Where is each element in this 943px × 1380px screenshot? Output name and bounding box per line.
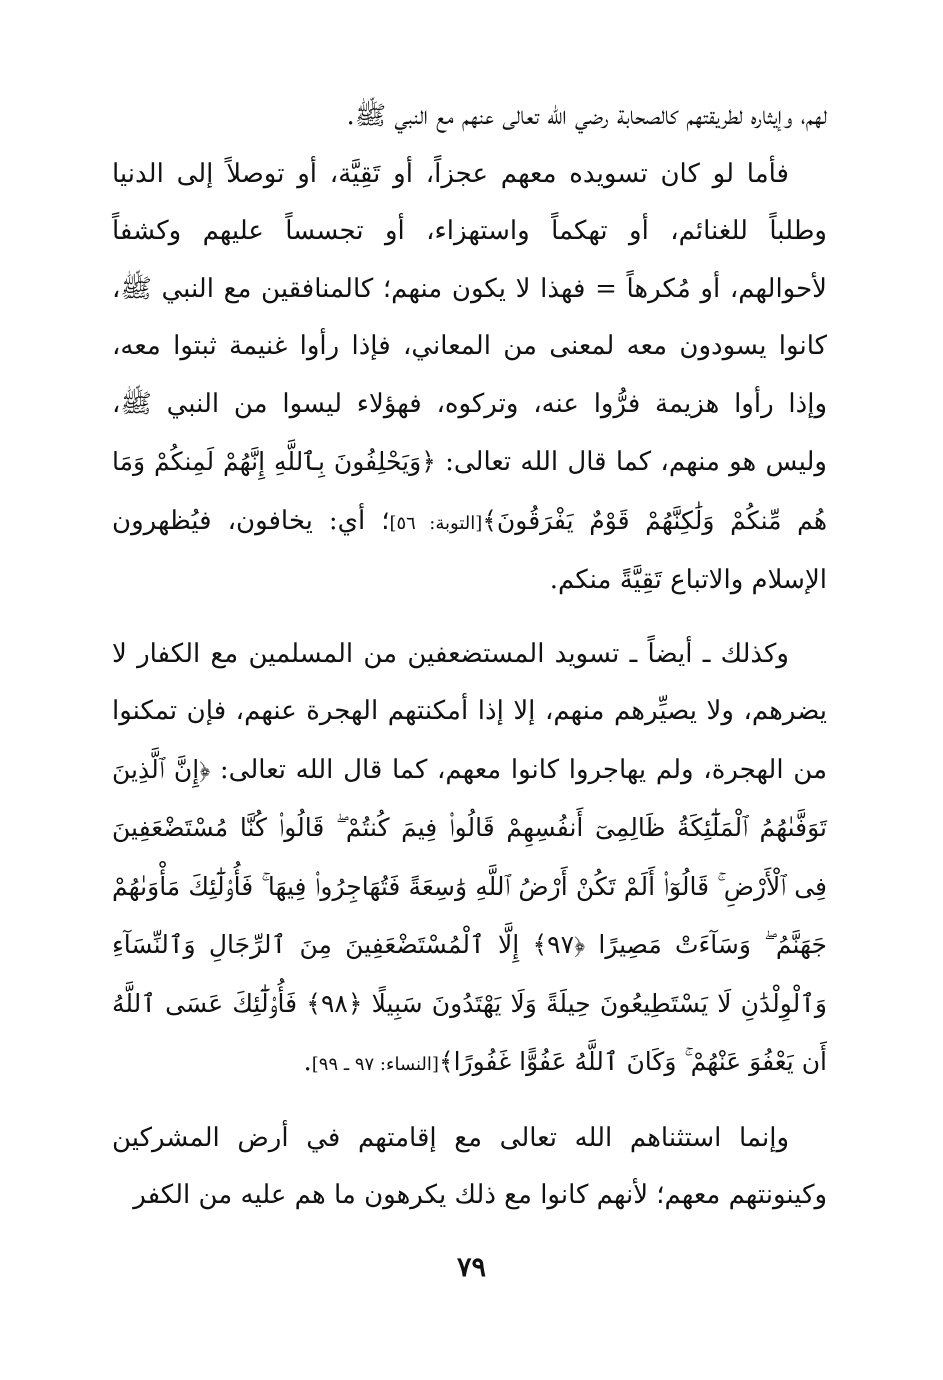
body-text — [112, 88, 827, 1225]
paragraph-4-text: وإنما استثناهم الله تعالى مع إقامتهم في أرض المشركين وكينونتهم معهم؛ لأنهم كانوا مع ذلك يكرهون ما هم عليه من الكفر — [112, 1122, 827, 1210]
paragraph-3-text: وكذلك ـ أيضاً ـ تسويد المستضعفين من المسلمين مع الكفار لا يضرهم، ولا يصيِّرهم منهم، إلا إذا أمكنتهم الهجرة عنهم، فإن تمكنوا من الهجرة، ولم يهاجروا كانوا معهم، كما قال الله تعالى: — [112, 638, 827, 785]
verse-reference-tawbah: [التوبة: ٥٦] — [389, 512, 483, 534]
paragraph-2 — [112, 146, 827, 610]
paragraph-4 — [112, 1110, 827, 1225]
paragraph-2-text-end: ؛ أي: يخافون، فيُظهرون الإسلام والاتباع تَقِيَّةً منكم. — [112, 505, 827, 595]
paragraph-3 — [112, 626, 827, 1094]
quran-verse-nisa: ﴿إِنَّ ٱلَّذِينَ تَوَفَّىٰهُمُ ٱلْمَلَٰٓئِكَةُ ظَالِمِىٓ أَنفُسِهِمْ قَالُوا۟ فِيمَ كُنتُمْ ۖ قَالُوا۟ كُنَّا مُسْتَضْعَفِينَ فِى ٱلْأَرْضِ ۚ قَالُوٓا۟ أَلَمْ تَكُنْ أَرْضُ ٱللَّهِ وَٰسِعَةً فَتُهَاجِرُوا۟ فِيهَا ۚ فَأُو۟لَٰٓئِكَ مَأْوَىٰهُمْ جَهَنَّمُ ۖ وَسَآءَتْ مَصِيرًا ﴿٩٧﴾ إِلَّا ٱلْمُسْتَضْعَفِينَ مِنَ ٱلرِّجَالِ وَٱلنِّسَآءِ وَٱلْوِلْدَٰنِ لَا يَسْتَطِيعُونَ حِيلَةً وَلَا يَهْتَدُونَ سَبِيلًا ﴿٩٨﴾ فَأُو۟لَٰٓئِكَ عَسَى ٱللَّهُ أَن يَعْفُوَ عَنْهُمْ ۚ وَكَانَ ٱللَّهُ عَفُوًّا غَفُورًا﴾ — [112, 754, 828, 1076]
verse-reference-nisa: [النساء: ٩٧ ـ ٩٩] — [311, 1054, 439, 1075]
page-number: ٧٩ — [456, 1252, 486, 1283]
paragraph-1 — [112, 88, 827, 146]
quran-verse-tawbah: ﴿وَيَحْلِفُونَ بِٱللَّهِ إِنَّهُمْ لَمِنكُمْ وَمَا هُم مِّنكُمْ وَلَٰكِنَّهُمْ قَوْمٌ يَفْرَقُونَ﴾ — [112, 447, 828, 535]
paragraph-3-text-end: . — [303, 1047, 312, 1077]
paragraph-2-text: فأما لو كان تسويده معهم عجزاً، أو تَقِيَّة، أو توصلاً إلى الدنيا وطلباً للغنائم، أو تهكماً واستهزاء، أو تجسساً عليهم وكشفاً لأحوالهم، أو مُكرهاً = فهذا لا يكون منهم؛ كالمنافقين مع النبي ﷺ، كانوا يسودون معه لمعنى من المعاني، فإذا رأوا غنيمة ثبتوا معه، وإذا رأوا هزيمة فرُّوا عنه، وتركوه، فهؤلاء ليسوا من النبي ﷺ، وليس هو منهم، كما قال الله تعالى: — [112, 158, 828, 477]
paragraph-1-text: لهم، وإيثاره لطريقتهم كالصحابة رضي الله تعالى عنهم مع النبي ﷺ. — [346, 101, 827, 131]
